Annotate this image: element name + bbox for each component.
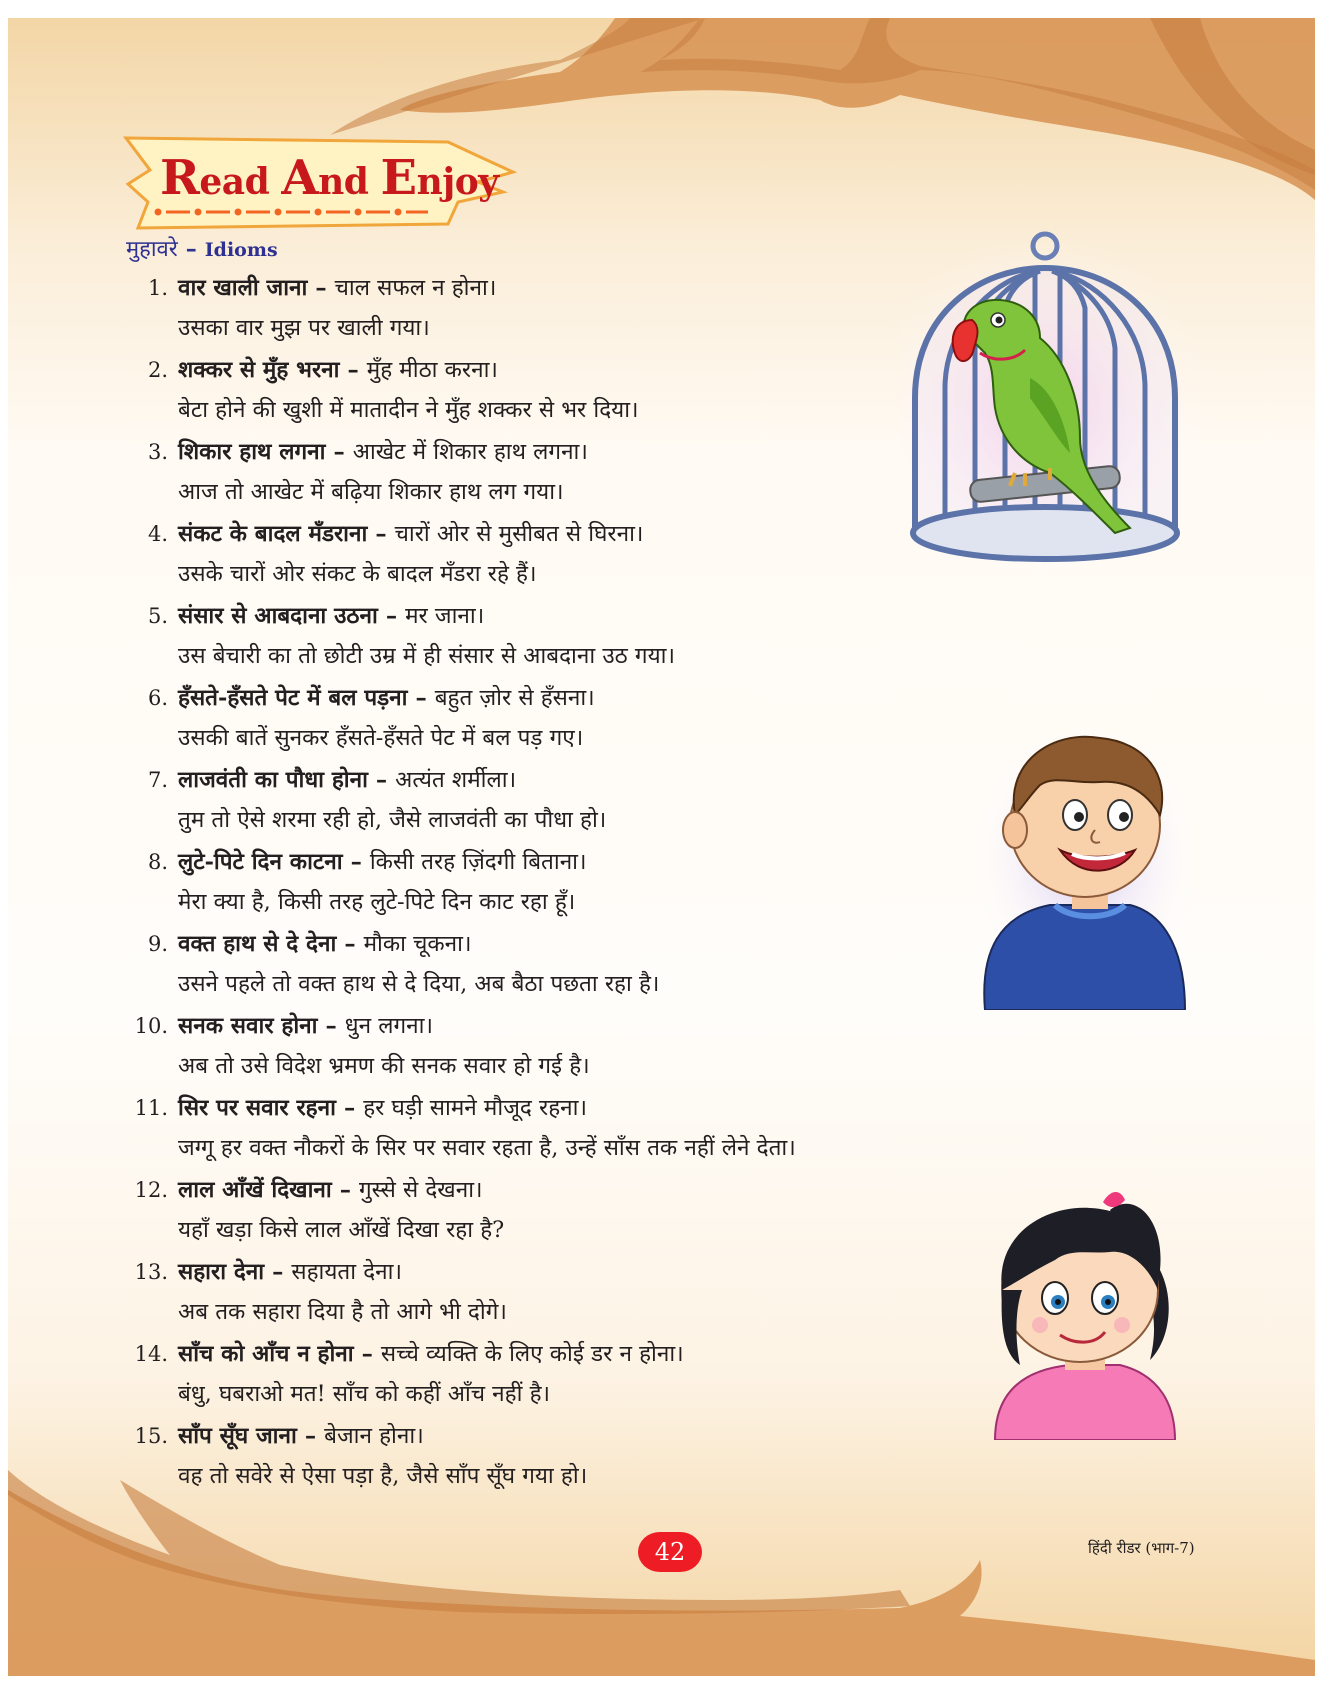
idiom-meaning: चाल सफल न होना। [334, 275, 497, 301]
idiom-number: 13. [134, 1260, 168, 1284]
idiom-item: 8. लुटे-पिटे दिन काटना – किसी तरह ज़िंदगी बिताना। मेरा क्या है, किसी तरह लुटे-पिटे दिन काट रहा हूँ। [120, 844, 1000, 926]
idiom-phrase: संकट के बादल मँडराना [178, 521, 368, 547]
idiom-meaning: मुँह मीठा करना। [366, 357, 498, 383]
idiom-item: 6. हँसते-हँसते पेट में बल पड़ना – बहुत ज़ोर से हँसना। उसकी बातें सुनकर हँसते-हँसते पेट में बल पड़ गए। [120, 680, 1000, 762]
banner-title: Read And Enjoy [160, 150, 499, 206]
section-heading [126, 233, 278, 263]
idiom-example: मेरा क्या है, किसी तरह लुटे-पिटे दिन काट रहा हूँ। [178, 889, 576, 915]
idiom-meaning: मौका चूकना। [363, 931, 472, 957]
girl-illustration [960, 1180, 1190, 1440]
section-heading-dash: – [185, 236, 197, 262]
idiom-phrase: साँच को आँच न होना [178, 1341, 354, 1367]
idiom-number: 3. [147, 440, 168, 464]
idiom-item: 2. शक्कर से मुँह भरना – मुँह मीठा करना। बेटा होने की खुशी में मातादीन ने मुँह शक्कर से भर दिया। [120, 352, 1000, 434]
idiom-meaning: चारों ओर से मुसीबत से घिरना। [394, 521, 644, 547]
idiom-meaning: हर घड़ी सामने मौजूद रहना। [363, 1095, 588, 1121]
idiom-meaning: किसी तरह ज़िंदगी बिताना। [369, 849, 587, 875]
idiom-number: 10. [134, 1014, 168, 1038]
idiom-phrase: शक्कर से मुँह भरना [178, 357, 340, 383]
idiom-phrase: वार खाली जाना [178, 275, 308, 301]
idiom-meaning: आखेट में शिकार हाथ लगना। [352, 439, 588, 465]
idiom-example: उस बेचारी का तो छोटी उम्र में ही संसार से आबदाना उठ गया। [178, 643, 675, 669]
idiom-example: आज तो आखेट में बढ़िया शिकार हाथ लग गया। [178, 479, 564, 505]
idiom-phrase: शिकार हाथ लगना [178, 439, 326, 465]
idiom-number: 12. [134, 1178, 168, 1202]
idiom-example: उसने पहले तो वक्त हाथ से दे दिया, अब बैठा पछता रहा है। [178, 971, 660, 997]
idiom-meaning: गुस्से से देखना। [358, 1177, 483, 1203]
idiom-number: 15. [134, 1424, 168, 1448]
idiom-example: तुम तो ऐसे शरमा रही हो, जैसे लाजवंती का पौधा हो। [178, 807, 607, 833]
idiom-item: 3. शिकार हाथ लगना – आखेट में शिकार हाथ लगना। आज तो आखेट में बढ़िया शिकार हाथ लग गया। [120, 434, 1000, 516]
idiom-example: बेटा होने की खुशी में मातादीन ने मुँह शक्कर से भर दिया। [178, 397, 639, 423]
idiom-example: उसका वार मुझ पर खाली गया। [178, 315, 430, 341]
idiom-example: अब तक सहारा दिया है तो आगे भी दोगे। [178, 1299, 507, 1325]
section-heading-english: Idioms [204, 239, 278, 261]
idiom-item: 12. लाल आँखें दिखाना – गुस्से से देखना। यहाँ खड़ा किसे लाल आँखें दिखा रहा है? [120, 1172, 1000, 1254]
idiom-item: 10. सनक सवार होना – धुन लगना। अब तो उसे विदेश भ्रमण की सनक सवार हो गई है। [120, 1008, 1000, 1090]
idiom-item: 5. संसार से आबदाना उठना – मर जाना। उस बेचारी का तो छोटी उम्र में ही संसार से आबदाना उठ गया। [120, 598, 1000, 680]
idiom-phrase: सहारा देना [178, 1259, 265, 1285]
idiom-number: 14. [134, 1342, 168, 1366]
idiom-phrase: संसार से आबदाना उठना [178, 603, 378, 629]
book-title: हिंदी रीडर (भाग-7) [1088, 1539, 1195, 1557]
idiom-number: 11. [134, 1096, 168, 1120]
idiom-example: बंधु, घबराओ मत! साँच को कहीं आँच नहीं है। [178, 1381, 551, 1407]
idiom-meaning: सच्चे व्यक्ति के लिए कोई डर न होना। [380, 1341, 684, 1367]
idiom-item: 1. वार खाली जाना – चाल सफल न होना। उसका वार मुझ पर खाली गया। [120, 270, 1000, 352]
idiom-phrase: सनक सवार होना [178, 1013, 318, 1039]
idiom-meaning: सहायता देना। [291, 1259, 403, 1285]
idiom-item: 13. सहारा देना – सहायता देना। अब तक सहारा दिया है तो आगे भी दोगे। [120, 1254, 1000, 1336]
idiom-phrase: वक्त हाथ से दे देना [178, 931, 337, 957]
idiom-number: 6. [147, 686, 168, 710]
idiom-phrase: लुटे-पिटे दिन काटना [178, 849, 343, 875]
idiom-item: 4. संकट के बादल मँडराना – चारों ओर से मुसीबत से घिरना। उसके चारों ओर संकट के बादल मँडरा रहे हैं। [120, 516, 1000, 598]
idiom-number: 4. [147, 522, 168, 546]
idiom-meaning: बहुत ज़ोर से हँसना। [434, 685, 595, 711]
idiom-item: 9. वक्त हाथ से दे देना – मौका चूकना। उसने पहले तो वक्त हाथ से दे दिया, अब बैठा पछता रहा है। [120, 926, 1000, 1008]
idiom-item: 15. साँप सूँघ जाना – बेजान होना। वह तो सवेरे से ऐसा पड़ा है, जैसे साँप सूँघ गया हो। [120, 1418, 1000, 1500]
boy-illustration [960, 720, 1190, 1010]
idiom-meaning: धुन लगना। [344, 1013, 433, 1039]
idiom-number: 7. [147, 768, 168, 792]
idiom-example: वह तो सवेरे से ऐसा पड़ा है, जैसे साँप सूँघ गया हो। [178, 1463, 588, 1489]
idiom-meaning: अत्यंत शर्मीला। [395, 767, 517, 793]
idiom-example: यहाँ खड़ा किसे लाल आँखें दिखा रहा है? [178, 1217, 505, 1243]
idiom-meaning: बेजान होना। [324, 1423, 424, 1449]
idiom-list [120, 270, 1000, 1500]
idiom-item: 14. साँच को आँच न होना – सच्चे व्यक्ति के लिए कोई डर न होना। बंधु, घबराओ मत! साँच को कहीं आँच नहीं है। [120, 1336, 1000, 1418]
idiom-example: उसकी बातें सुनकर हँसते-हँसते पेट में बल पड़ गए। [178, 725, 584, 751]
idiom-number: 8. [147, 850, 168, 874]
idiom-example: अब तो उसे विदेश भ्रमण की सनक सवार हो गई है। [178, 1053, 590, 1079]
idiom-example: उसके चारों ओर संकट के बादल मँडरा रहे हैं। [178, 561, 537, 587]
parrot-cage-illustration [900, 228, 1220, 588]
idiom-example: जग्गू हर वक्त नौकरों के सिर पर सवार रहता है, उन्हें साँस तक नहीं लेने देता। [178, 1135, 796, 1161]
page-number: 42 [638, 1532, 702, 1572]
idiom-phrase: हँसते-हँसते पेट में बल पड़ना [178, 685, 408, 711]
idiom-number: 2. [147, 358, 168, 382]
idiom-number: 1. [147, 276, 168, 300]
idiom-phrase: सिर पर सवार रहना [178, 1095, 336, 1121]
idiom-number: 9. [147, 932, 168, 956]
idiom-number: 5. [147, 604, 168, 628]
idiom-item: 7. लाजवंती का पौधा होना – अत्यंत शर्मीला। तुम तो ऐसे शरमा रही हो, जैसे लाजवंती का पौधा हो। [120, 762, 1000, 844]
idiom-meaning: मर जाना। [405, 603, 485, 629]
idiom-phrase: साँप सूँघ जाना [178, 1423, 297, 1449]
section-heading-hindi: मुहावरे [126, 237, 178, 262]
idiom-phrase: लाल आँखें दिखाना [178, 1177, 332, 1203]
idiom-item: 11. सिर पर सवार रहना – हर घड़ी सामने मौजूद रहना। जग्गू हर वक्त नौकरों के सिर पर सवार रहता है, उन्हें साँस तक नहीं लेने देता। [120, 1090, 1000, 1172]
idiom-phrase: लाजवंती का पौधा होना [178, 767, 368, 793]
